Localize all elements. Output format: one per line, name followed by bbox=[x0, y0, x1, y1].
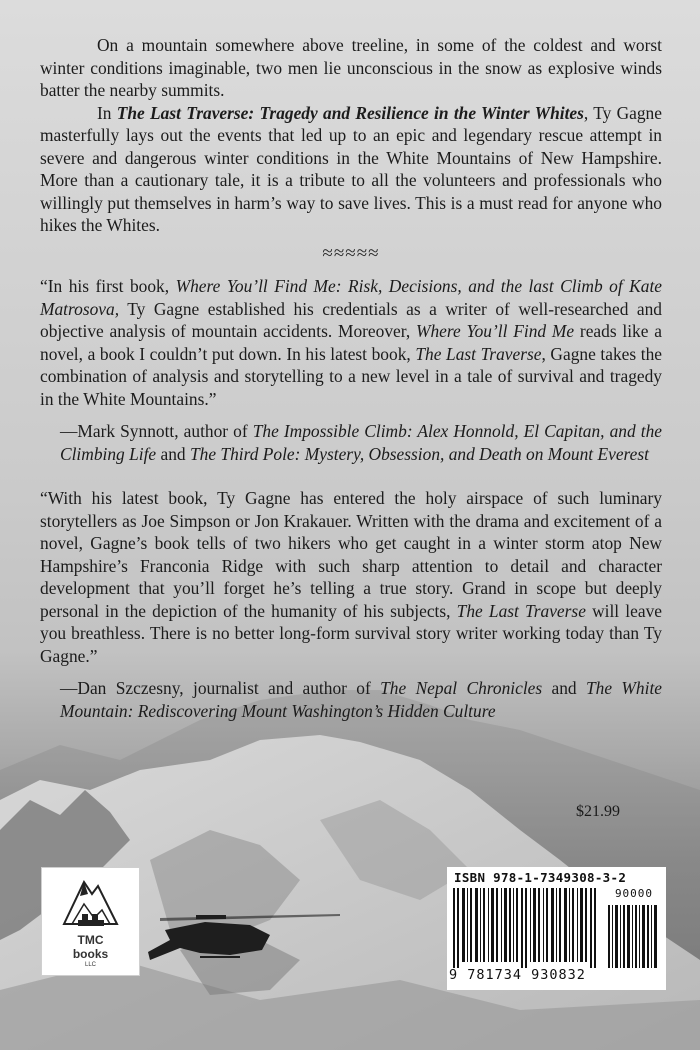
blurb-paragraph-2 bbox=[40, 102, 662, 237]
attribution-2-title-a: The Nepal Chronicles bbox=[380, 678, 543, 698]
quote-1-title-b: Where You’ll Find Me bbox=[416, 321, 575, 341]
attribution-2-text-b: and bbox=[542, 678, 586, 698]
price-label: $21.99 bbox=[576, 803, 620, 820]
barcode-addon-bars bbox=[608, 905, 660, 968]
attribution-1-text-a: —Mark Synnott, author of bbox=[60, 421, 253, 441]
ornament-divider: ≈≈≈≈≈ bbox=[322, 242, 380, 264]
blurb-text bbox=[40, 34, 662, 722]
quote-1-text-a: “In his first book, bbox=[40, 276, 176, 296]
publisher-books: books bbox=[72, 947, 109, 961]
barcode-addon-number: 90000 bbox=[614, 887, 654, 900]
quote-2-attribution bbox=[40, 677, 662, 722]
quote-1-title-c: The Last Traverse bbox=[415, 343, 542, 364]
barcode-bars bbox=[453, 888, 603, 968]
quote-2-text-b: will leave you breathless. There is no better long-form survival story writer working today than Ty Gagne.” bbox=[40, 600, 662, 666]
quote-1-attribution bbox=[40, 420, 662, 465]
quote-1-title-a: Where You’ll Find Me: Risk, Decisions, and the last Climb of Kate Matrosova, bbox=[40, 276, 662, 319]
review-quote-1 bbox=[40, 275, 662, 465]
isbn-barcode bbox=[447, 867, 666, 990]
book-title: The Last Traverse: Tragedy and Resilience in the Winter Whites bbox=[116, 102, 584, 123]
attribution-1-title-b: The Third Pole: Mystery, Obsession, and Death on Mount Everest bbox=[189, 443, 649, 464]
attribution-1-title-a: The Impossible Climb: Alex Honnold, El Capitan, and the Climbing Life bbox=[60, 421, 662, 464]
blurb-paragraph-1: On a mountain somewhere above treeline, in some of the coldest and worst winter conditions imaginable, two men lie unconscious in the snow as explosive winds batter the nearby summits. bbox=[40, 35, 662, 100]
quote-1-text-c: reads like a novel, a book I couldn’t put down. In his latest book, bbox=[40, 321, 662, 364]
quote-2-title-a: The Last Traverse bbox=[456, 600, 586, 621]
quote-2-text-a: “With his latest book, Ty Gagne has entered the holy airspace of such luminary storytellers as Joe Simpson or Jon Krakauer. Written with the drama and excitement of a novel, Gagne’s book tells of two hikers who get caught in a winter storm atop New Hampshire’s Franconia Ridge with such sharp attention to detail and character development that you’ll forget he’s telling a true story. Grand in scope but deeply personal in the depiction of the humanity of his subjects, bbox=[40, 488, 662, 621]
attribution-1-text-b: and bbox=[156, 443, 190, 464]
quote-2-body bbox=[40, 487, 662, 667]
isbn-number: ISBN 978-1-7349308-3-2 bbox=[454, 870, 627, 885]
publisher-name: TMC bbox=[77, 933, 104, 947]
ean-number: 9 781734 930832 bbox=[449, 967, 586, 983]
mountain-logo-icon bbox=[54, 874, 127, 932]
publisher-llc: LLC bbox=[84, 962, 96, 968]
quote-1-text-d: , Gagne takes the combination of analysis and storytelling to a new level in a tale of survival and tragedy in the White Mountains.” bbox=[40, 343, 662, 409]
blurb-p2-lead: In bbox=[97, 102, 117, 123]
quote-1-body bbox=[40, 275, 662, 410]
blurb-p2-body: , Ty Gagne masterfully lays out the events that led up to an epic and legendary rescue attempt in severe and dangerous winter conditions in the White Mountains of New Hampshire. More than a cautionary tale, it is a tribute to all the volunteers and professionals who willingly put themselves in harm’s way to save lives. This is a must read for anyone who hikes the Whites. bbox=[40, 102, 662, 235]
attribution-2-text-a: —Dan Szczesny, journalist and author of bbox=[60, 678, 381, 698]
review-quote-2 bbox=[40, 487, 662, 722]
publisher-logo bbox=[41, 867, 140, 976]
quote-1-text-b: Ty Gagne established his credentials as a writer of well-researched and objective analysis of mountain accidents. Moreover, bbox=[40, 298, 662, 341]
attribution-2-title-b: The White Mountain: Rediscovering Mount Washington’s Hidden Culture bbox=[60, 678, 662, 721]
